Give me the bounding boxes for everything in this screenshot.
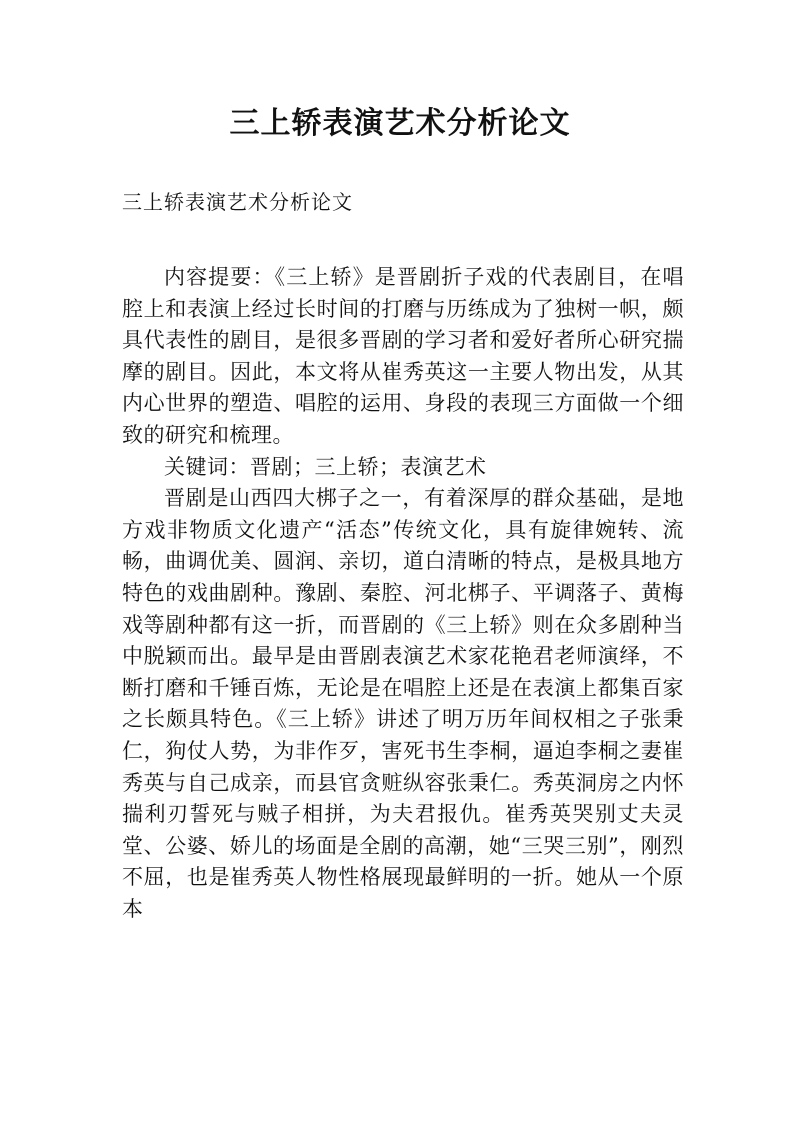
document-title: 三上轿表演艺术分析论文 — [229, 106, 571, 141]
abstract-paragraph: 内容提要：《三上轿》是晋剧折子戏的代表剧目，在唱腔上和表演上经过长时间的打磨与历练成为了独树一帜，颇具代表性的剧目，是很多晋剧的学习者和爱好者所心研究揣摩的剧目。因此，本文将从崔秀英这一主要人物出发，从其内心世界的塑造、唱腔的运用、身段的表现三方面做一个细致的研究和梳理。 — [122, 265, 684, 447]
document-body — [122, 262, 684, 925]
keywords-paragraph: 关键词：晋剧；三上轿；表演艺术 — [164, 454, 487, 479]
document-subtitle: 三上轿表演艺术分析论文 — [122, 190, 353, 214]
body-paragraph: 晋剧是山西四大梆子之一，有着深厚的群众基础，是地方戏非物质文化遗产“活态”传统文化，具有旋律婉转、流畅，曲调优美、圆润、亲切，道白清晰的特点，是极具地方特色的戏曲剧种。豫剧、秦腔、河北梆子、平调落子、黄梅戏等剧种都有这一折，而晋剧的《三上轿》则在众多剧种当中脱颖而出。最早是由晋剧表演艺术家花艳君老师演绎，不断打磨和千锤百炼，无论是在唱腔上还是在表演上都集百家之长颇具特色。《三上轿》讲述了明万历年间权相之子张秉仁，狗仗人势，为非作歹，害死书生李桐，逼迫李桐之妻崔秀英与自己成亲，而县官贪赃纵容张秉仁。秀英洞房之内怀揣利刃誓死与贼子相拼，为夫君报仇。崔秀英哭别丈夫灵堂、公婆、娇儿的场面是全剧的高潮，她“三哭三别”，刚烈不屈，也是崔秀英人物性格展现最鲜明的一折。她从一个原本 — [122, 486, 684, 921]
